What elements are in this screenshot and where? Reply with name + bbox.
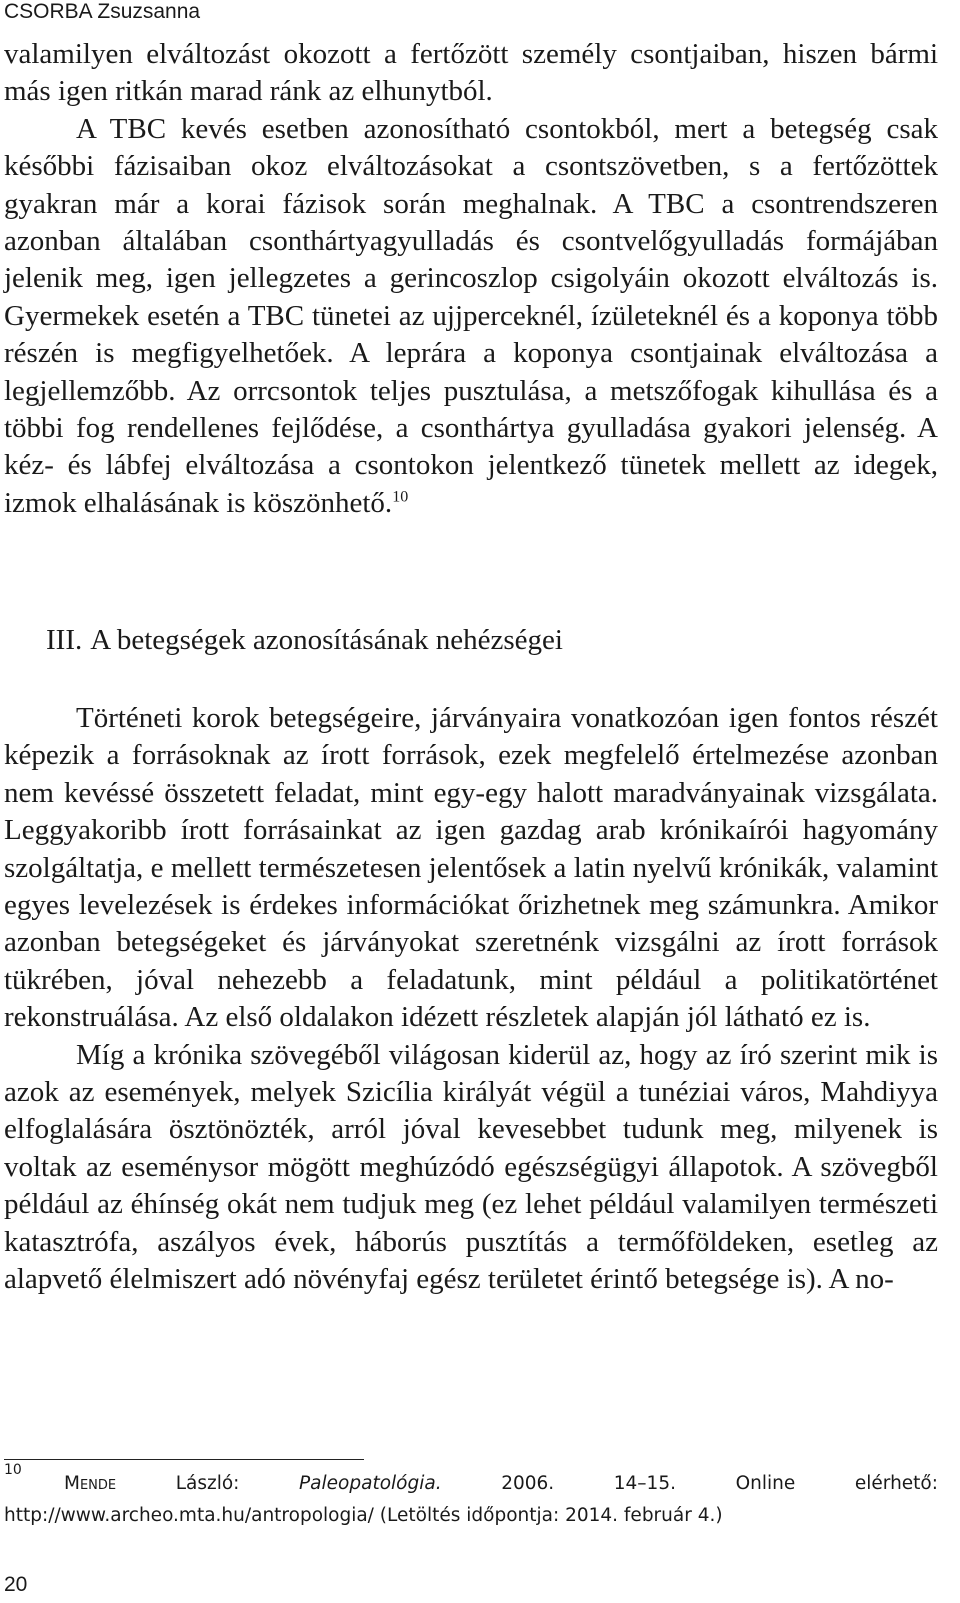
footnote-author-lastname: Mende <box>64 1473 117 1494</box>
footnote-title: Paleopatológia. <box>299 1473 442 1494</box>
footnote-author-firstname: László: <box>175 1473 240 1494</box>
footnote <box>4 1462 938 1532</box>
paragraph-tbc-text: A TBC kevés esetben azonosítható csontokból, mert a betegség csak későbbi fázisaiban okoz elváltozásokat a csontszövetben, s a fertőzöttek gyakran már a korai fázisok során meghalnak. A TBC a csontrendszeren azonban általában csonthártyagyulladás és csontvelőgyulladás formájában jelenik meg, igen jellegzetes a gerincoszlop csigolyáin okozott elváltozás is. Gyermekek esetén a TBC tünetei az ujjperceknél, ízületeknél és a koponya több részén is megfigyelhetőek. A leprára a koponya csontjainak elváltozása a legjellemzőbb. Az orrcsontok teljes pusztulása, a metszőfogak kihullása és a többi fog rendellenes fejlődése, a csonthártya gyulladása gyakori jelenség. A kéz- és lábfej elváltozása a csontokon jelentkező tünetek mellett az idegek, izmok elhalásának is köszönhető. <box>4 112 938 519</box>
paragraph-sources: Történeti korok betegségeire, járványaira vonatkozóan igen fontos részét képezik a forrásoknak az írott források, ezek megfelelő értelmezése azonban nem kevéssé összetett feladat, mint egy-egy halott maradványainak vizsgálata. Leggyakoribb írott forrásainkat az igen gazdag arab krónikaírói hagyomány szolgáltatja, e mellett természetesen jelentősek a latin nyelvű krónikák, valamint egyes levelezések is érdekes információkat őrizhetnek meg számunkra. Amikor azonban betegségeket és járványokat szeretnénk vizsgálni az írott források tükrében, jóval nehezebb a feladatunk, mint például a politikatörténet rekonstruálása. Az első oldalakon idézett részletek alapján jól látható ez is. <box>4 702 938 1034</box>
paragraph-continuation: valamilyen elváltozást okozott a fertőzött személy csontjaiban, hiszen bármi más igen ritkán marad ránk az elhunytból. <box>4 38 938 108</box>
footnote-pages: 14–15. <box>613 1473 676 1494</box>
footnote-online: Online <box>735 1473 796 1494</box>
section-title: A betegségek azonosításának nehézségei <box>90 624 563 656</box>
section-heading <box>46 622 563 659</box>
footnote-url[interactable]: http://www.archeo.mta.hu/antropologia/ (Letöltés időpontja: 2014. február 4.) <box>4 1505 723 1526</box>
paragraph-tbc <box>4 111 938 522</box>
section-body <box>4 700 938 1299</box>
footnote-available: elérhető: <box>854 1473 938 1494</box>
footnote-separator <box>4 1459 364 1460</box>
footnote-year: 2006. <box>501 1473 555 1494</box>
footnote-line-1 <box>4 1462 938 1500</box>
running-header-author: CSORBA Zsuzsanna <box>4 0 201 23</box>
paragraph-chronicle: Míg a krónika szövegéből világosan kiderül az, hogy az író szerint mik is azok az események, melyek Szicília királyát végül a tunéziai város, Mahdiyya elfoglalására ösztönözték, arról jóval kevesebbet tudunk meg, milyenek is voltak az eseménysor mögött meghúzódó egészségügyi állapotok. A szövegből például az éhínség okát nem tudjuk meg (ez lehet például valamilyen természeti katasztrófa, aszályos évek, háborús pusztítás a termőföldeken, esetleg az alapvető élelmiszert adó növényfaj egész területet érintő betegsége is). A no- <box>4 1038 938 1296</box>
footnote-reference: 10 <box>392 488 409 506</box>
section-number: III. <box>46 624 83 656</box>
footnote-author <box>64 1468 116 1500</box>
page-number: 20 <box>4 1573 28 1596</box>
footnote-number: 10 <box>4 1462 22 1478</box>
paragraph-tbc-lepra <box>4 36 938 522</box>
